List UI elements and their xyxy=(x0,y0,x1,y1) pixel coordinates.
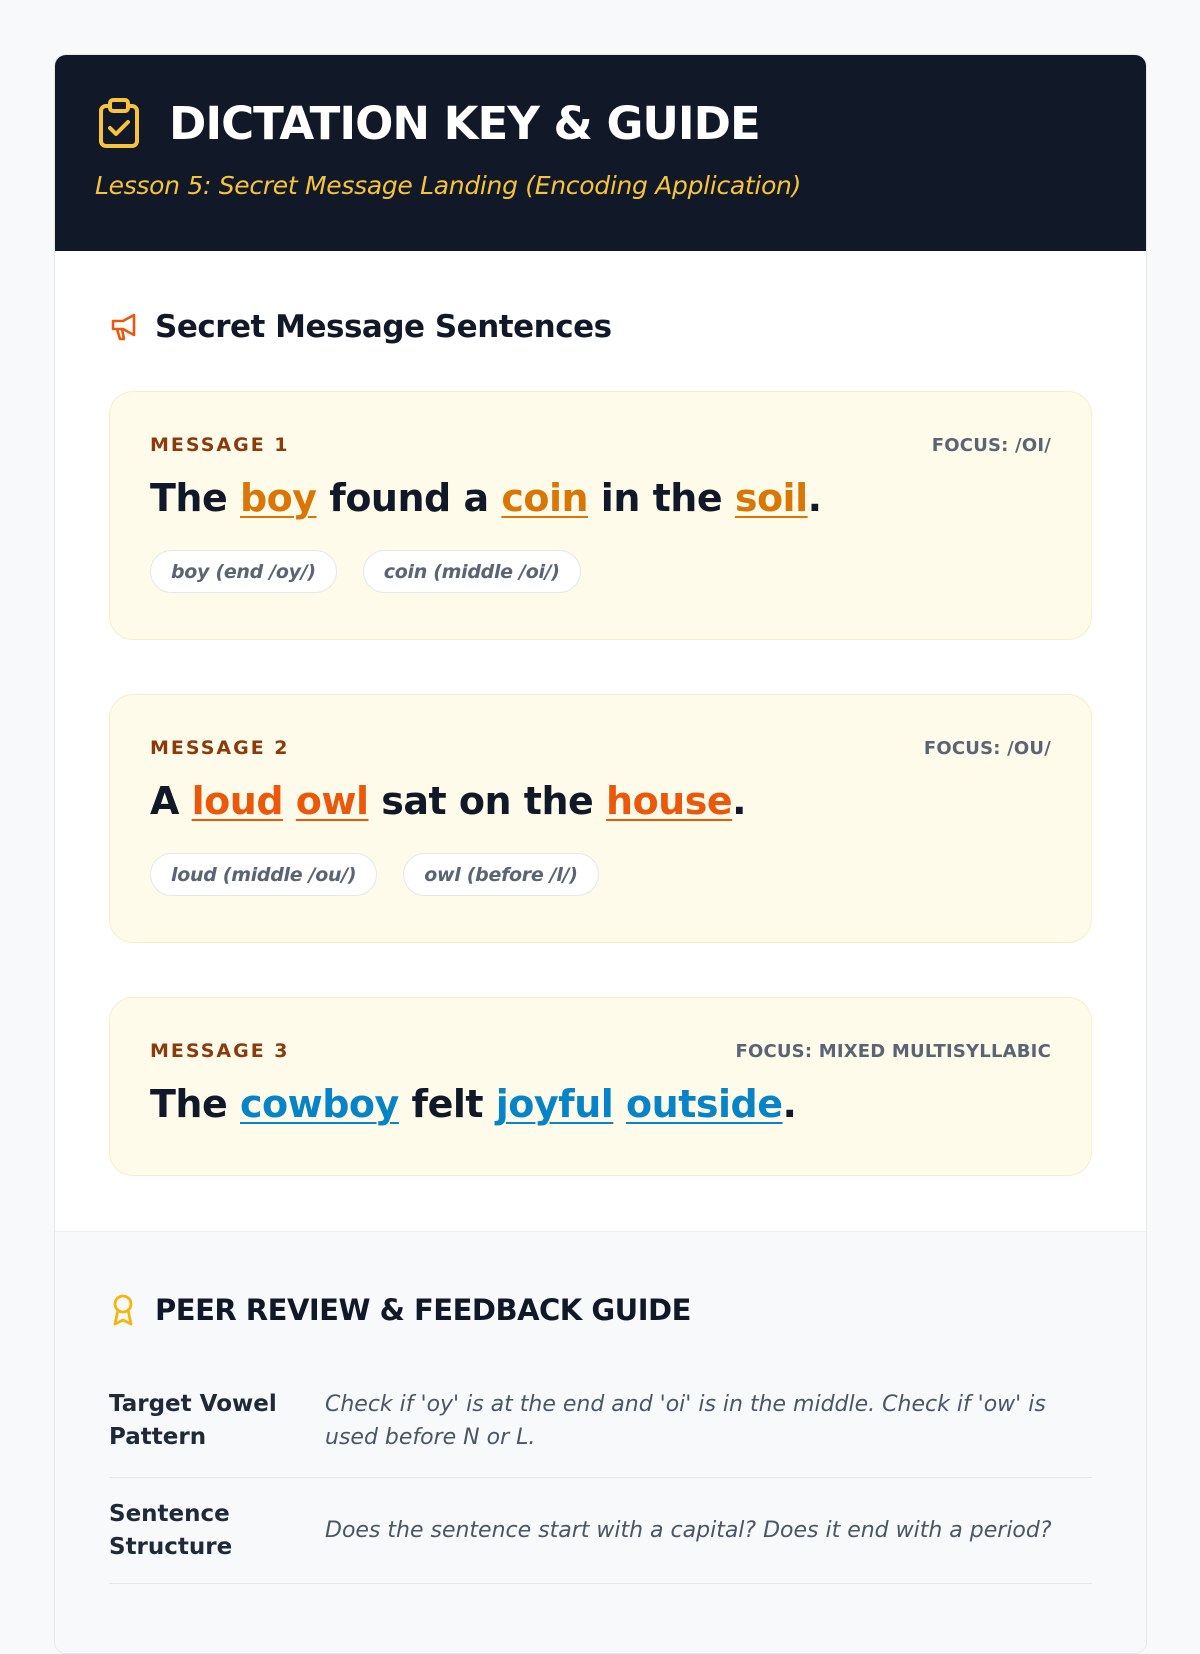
criterion-description: Does the sentence start with a capital? Does it end with a period? xyxy=(325,1518,1052,1543)
word-tag: owl (before /l/) xyxy=(403,853,598,896)
tag-list xyxy=(150,853,1051,896)
review-section xyxy=(55,1231,1146,1654)
review-row xyxy=(109,1478,1092,1584)
criterion-description: Check if 'oy' is at the end and 'oi' is in the middle. Check if 'ow' is used before N or L. xyxy=(325,1391,1046,1450)
word-tag: boy (end /oy/) xyxy=(150,550,337,593)
sentence-text: . xyxy=(782,1082,797,1126)
sentence-text: The xyxy=(150,476,240,520)
keyword: boy xyxy=(239,476,317,520)
page-title: DICTATION KEY & GUIDE xyxy=(169,96,760,150)
message-focus: FOCUS: /OU/ xyxy=(923,737,1051,759)
sentences-heading xyxy=(109,307,1092,347)
keyword: cowboy xyxy=(239,1082,399,1126)
message-label: MESSAGE 1 xyxy=(150,434,290,456)
keyword: house xyxy=(606,779,733,823)
keyword: owl xyxy=(295,779,369,823)
review-title: PEER REVIEW & FEEDBACK GUIDE xyxy=(155,1293,691,1327)
keyword: soil xyxy=(734,476,808,520)
word-tag: coin (middle /oi/) xyxy=(363,550,581,593)
message-focus: FOCUS: MIXED MULTISYLLABIC xyxy=(735,1040,1051,1062)
sentence-text: . xyxy=(807,476,822,520)
keyword: outside xyxy=(626,1082,783,1126)
sentences-section xyxy=(55,307,1146,1176)
sentence-text: felt xyxy=(398,1082,496,1126)
sentence-text: The xyxy=(150,1082,240,1126)
review-table xyxy=(109,1370,1092,1584)
review-heading xyxy=(109,1290,1092,1330)
tag-list xyxy=(150,550,1051,593)
sentence-text: sat on the xyxy=(368,779,607,823)
dictation-card xyxy=(54,54,1147,1654)
sentence-text: found a xyxy=(316,476,502,520)
message-card xyxy=(109,694,1092,943)
megaphone-icon xyxy=(109,311,141,343)
section-title: Secret Message Sentences xyxy=(155,309,612,345)
sentence-text xyxy=(613,1082,626,1126)
review-row xyxy=(109,1370,1092,1478)
clipboard-check-icon xyxy=(95,97,143,149)
criterion-label: Target Vowel Pattern xyxy=(109,1390,277,1450)
message-sentence xyxy=(150,1082,1051,1126)
message-label: MESSAGE 3 xyxy=(150,1040,290,1062)
sentence-text: in the xyxy=(588,476,735,520)
message-focus: FOCUS: /OI/ xyxy=(931,434,1051,456)
header xyxy=(55,55,1146,251)
word-tag: loud (middle /ou/) xyxy=(150,853,377,896)
criterion-label: Sentence Structure xyxy=(109,1500,233,1560)
keyword: loud xyxy=(191,779,284,823)
message-label: MESSAGE 2 xyxy=(150,737,290,759)
award-ribbon-icon xyxy=(109,1293,137,1327)
keyword: coin xyxy=(501,476,589,520)
sentence-text: A xyxy=(150,779,192,823)
lesson-subtitle: Lesson 5: Secret Message Landing (Encoding Application) xyxy=(95,171,802,200)
message-card xyxy=(109,391,1092,640)
message-sentence xyxy=(150,476,1051,520)
message-sentence xyxy=(150,779,1051,823)
header-title-row xyxy=(95,93,1106,153)
keyword: joyful xyxy=(495,1082,614,1126)
sentence-text xyxy=(283,779,296,823)
sentence-text: . xyxy=(732,779,747,823)
message-card xyxy=(109,997,1092,1176)
